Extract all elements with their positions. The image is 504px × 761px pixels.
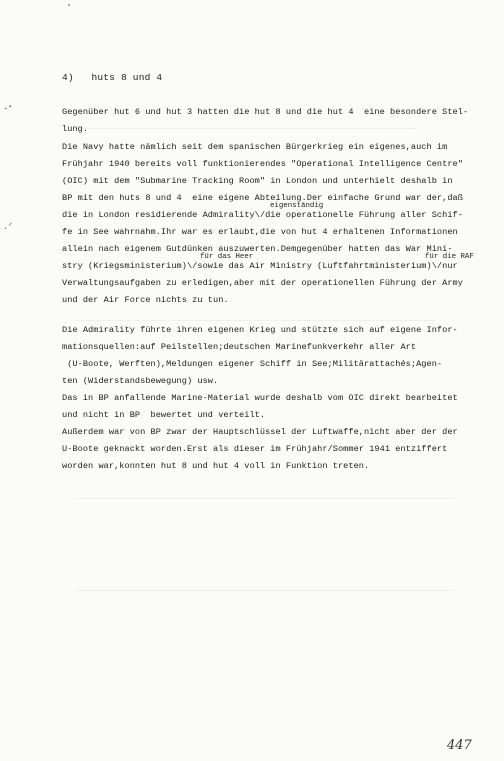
show-through (75, 590, 455, 591)
text-line: (OIC) mit dem "Submarine Tracking Room" in London und unterhielt deshalb in (62, 176, 453, 186)
text-line: BP mit den huts 8 und 4 eine eigene Abteilung.Der einfache Grund war der,daß (62, 193, 463, 203)
handwritten-page-number: 447 (447, 738, 472, 753)
handwritten-insert: für die RAF (425, 253, 474, 261)
text-line: mationsquellen:auf Peilstellen;deutschen Marinefunkverkehr aller Art (62, 342, 417, 352)
text-line: Die Navy hatte nämlich seit dem spanischen Bürgerkrieg ein eigenes,auch im (62, 142, 448, 152)
text-line: ten (Widerstandsbewegung) usw. (62, 376, 219, 386)
text-line: Verwaltungsaufgaben zu erledigen,aber mit der operationellen Führung der Army (62, 278, 463, 288)
text-line: Frühjahr 1940 bereits voll funktionierendes "Operational Intelligence Centre" (62, 159, 463, 169)
text-line: Gegenüber hut 6 und hut 3 hatten die hut 8 und die hut 4 eine besondere Stel- (62, 107, 469, 117)
show-through (75, 498, 455, 499)
text-line: U-Boote geknackt worden.Erst als dieser im Frühjahr/Sommer 1941 entziffert (62, 444, 448, 454)
margin-mark: -ᐩ (3, 104, 12, 114)
text-line: Das in BP anfallende Marine-Material wurde deshalb vom OIC direkt bearbeitet (62, 393, 458, 403)
text-line: (U-Boote, Werften),Meldungen eigener Schiff in See;Militärattachés;Agen- (62, 359, 443, 369)
text-line: lung. (62, 124, 89, 134)
section-heading: 4) huts 8 und 4 (62, 72, 163, 83)
text-line: Außerdem war von BP zwar der Hauptschlüssel der Luftwaffe,nicht aber der der (62, 427, 458, 437)
show-through (75, 320, 435, 321)
paper-speck (68, 4, 70, 6)
text-line: die in London residierende Admirality\/die operationelle Führung aller Schif- (62, 210, 463, 220)
text-line: allein nach eigenem Gutdünken auszuwerten.Demgegenüber hatten das War Mini- (62, 244, 453, 254)
text-line: fe in See wahrnahm.Ihr war es erlaubt,die von hut 4 erhaltenen Informationen (62, 227, 458, 237)
text-line: und nicht in BP bewertet und verteilt. (62, 410, 266, 420)
text-line: und der Air Force nichts zu tun. (62, 295, 229, 305)
handwritten-insert: eigenständig (270, 202, 324, 210)
text-line: worden war,konnten hut 8 und hut 4 voll in Funktion treten. (62, 461, 370, 471)
margin-mark: .ᐟ (3, 222, 13, 232)
text-line: stry (Kriegsministerium)\/sowie das Air Ministry (Luftfahrtministerium)\/nur (62, 261, 458, 271)
text-line: Die Admirality führte ihren eigenen Krieg und stützte sich auf eigene Infor- (62, 325, 458, 335)
handwritten-insert: für das Heer (200, 253, 254, 261)
show-through (75, 128, 415, 129)
